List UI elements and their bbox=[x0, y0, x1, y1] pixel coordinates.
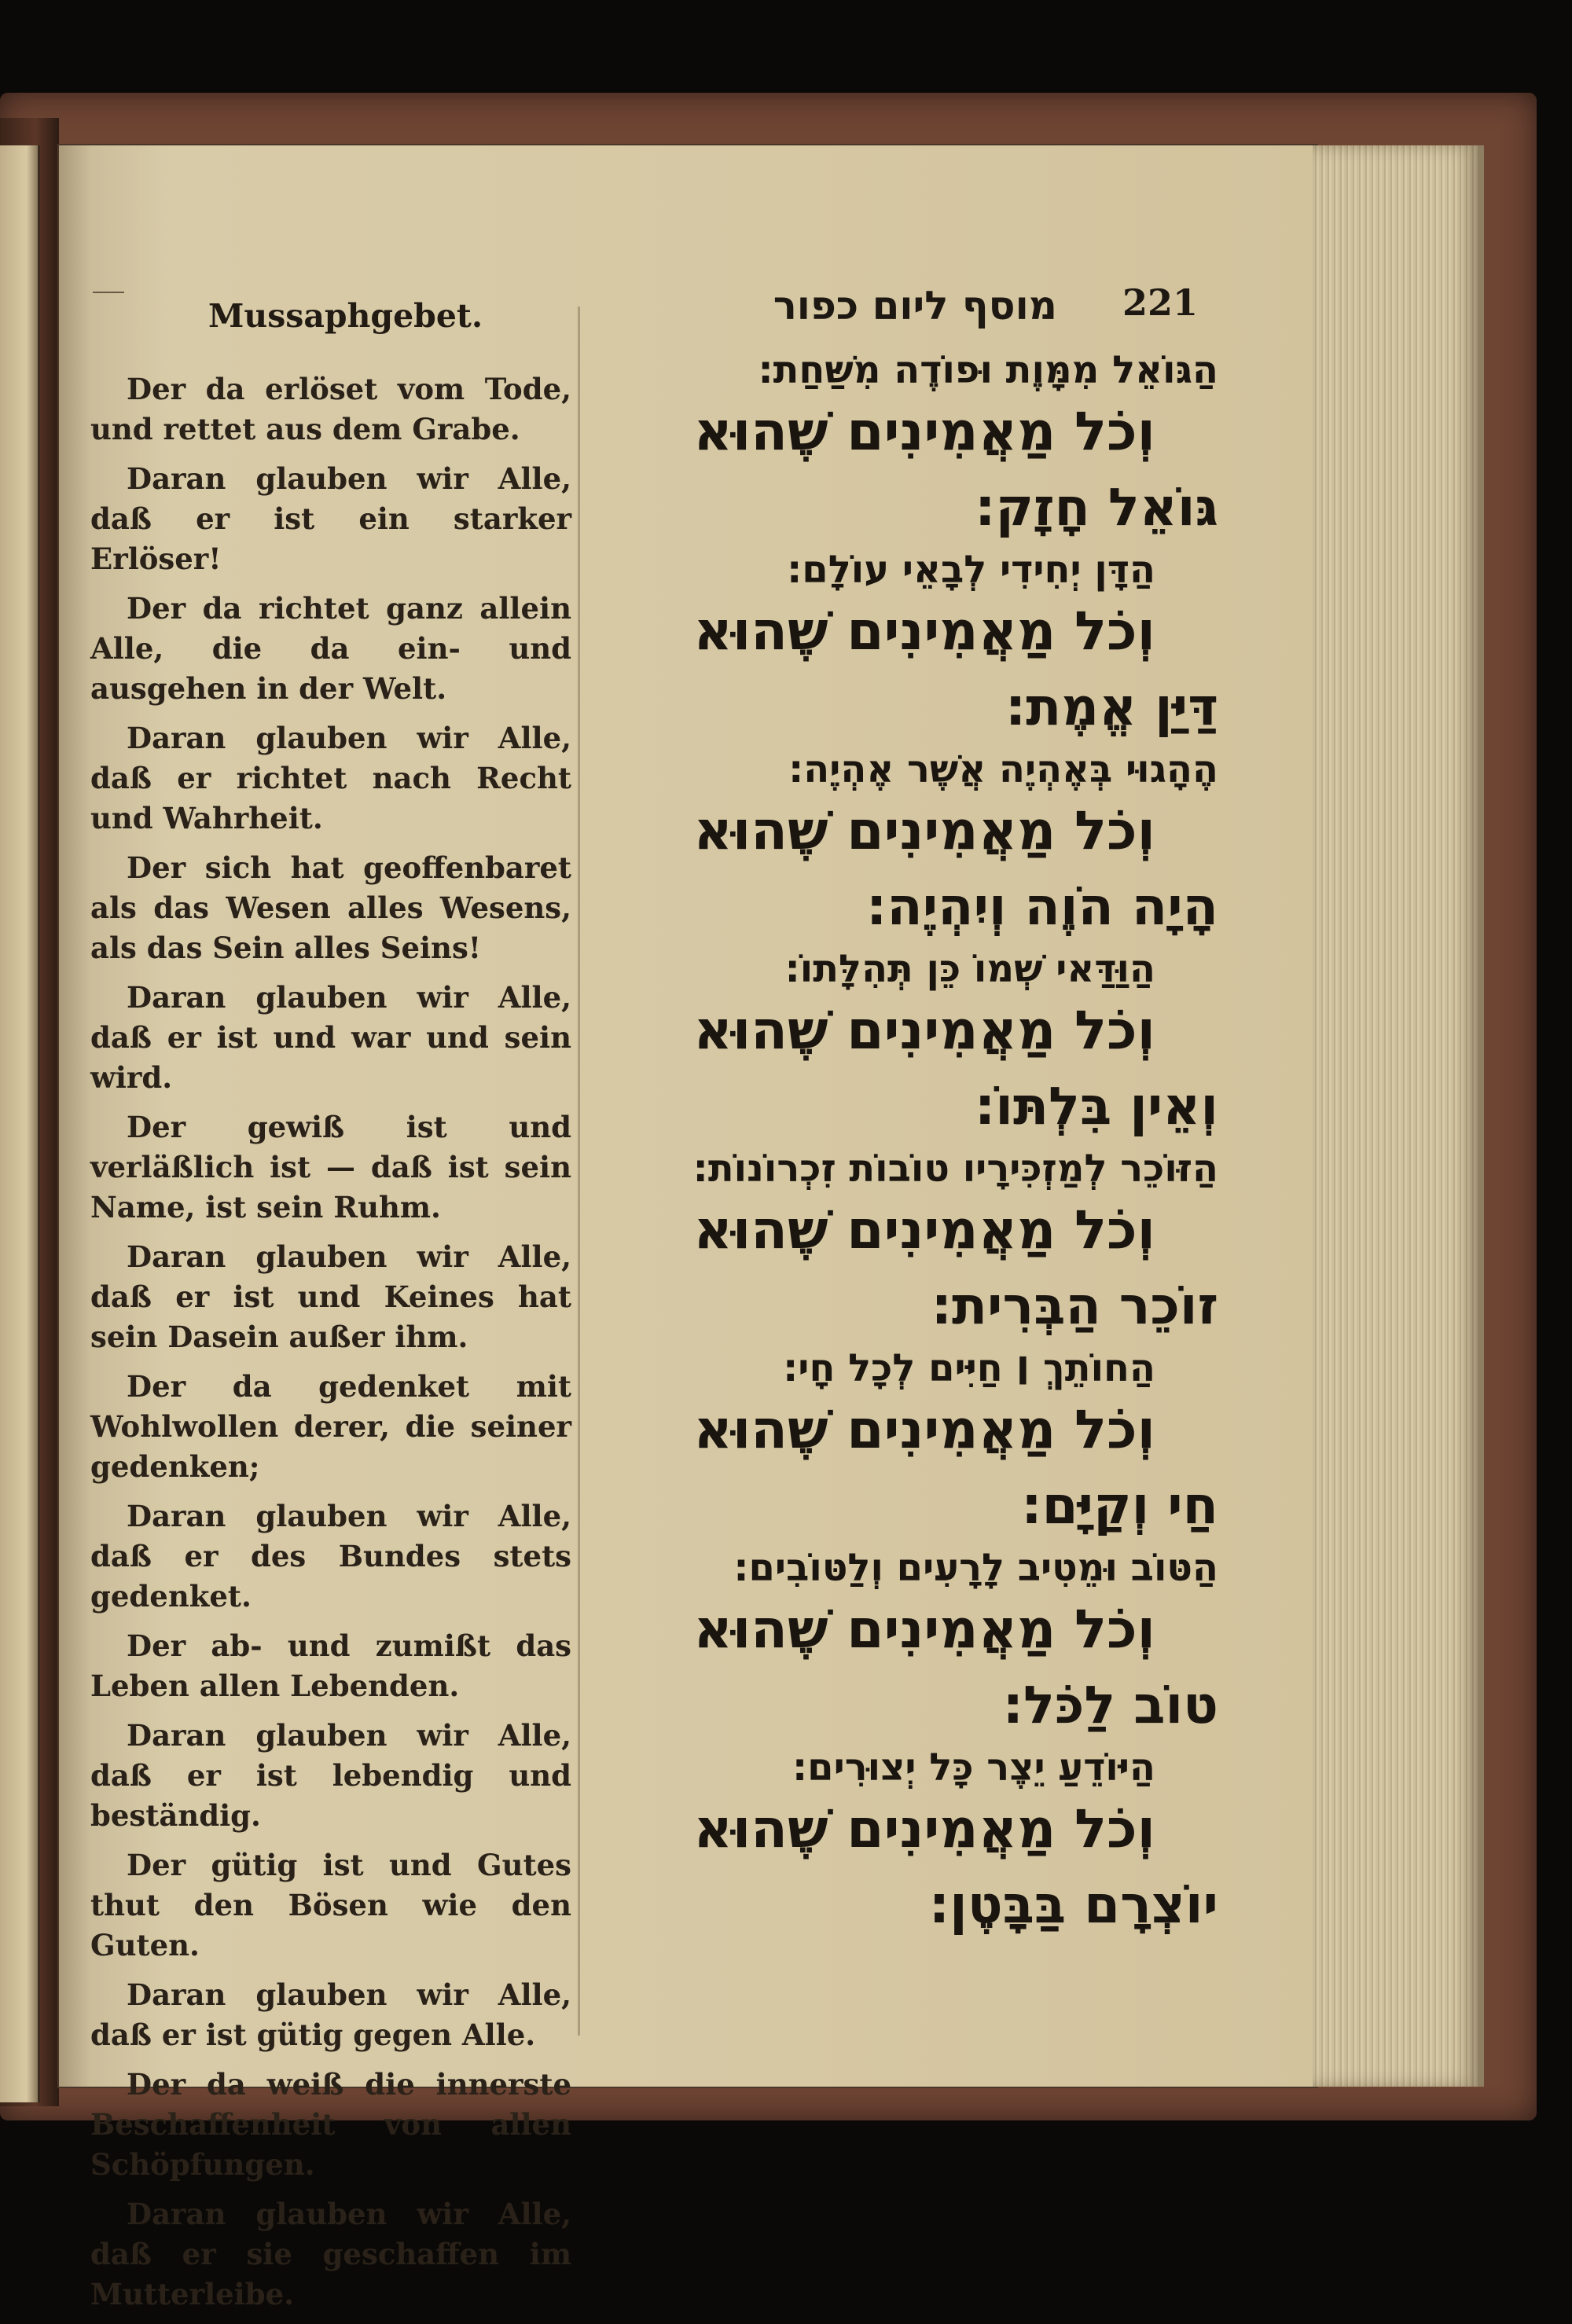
hebrew-line: הַוַּדַּאי שְׁמוֹ כֵּן תְּהִלָּתוֹ: bbox=[784, 947, 1155, 991]
page-number: 221 bbox=[1122, 281, 1199, 324]
german-paragraph: Daran glauben wir Alle, daß er des Bundes stets gedenket. bbox=[90, 1499, 571, 1614]
german-paragraph: Der gütig ist und Gutes thut den Bösen wie den Guten. bbox=[90, 1848, 571, 1962]
header-rule bbox=[93, 292, 124, 293]
hebrew-line: הֶהָגוּי בְּאֶהְיֶה אֲשֶׁר אֶהְיֶה: bbox=[788, 747, 1218, 791]
hebrew-line: וְכֹל מַאֲמִינִים שֶׁהוּא bbox=[693, 1798, 1155, 1860]
hebrew-line: הַיּוֹדֵעַ יֵצֶר כָּל יְצוּרִים: bbox=[792, 1746, 1155, 1790]
facing-page-edge bbox=[0, 145, 40, 2102]
german-paragraph: Der ab- und zumißt das Leben allen Lebenden. bbox=[90, 1628, 571, 1703]
german-paragraph: Daran glauben wir Alle, daß er sie geschaffen im Mutterleibe. bbox=[90, 2197, 571, 2311]
german-paragraph: Der gewiß ist und verläßlich ist — daß ist sein Name, ist sein Ruhm. bbox=[90, 1110, 571, 1224]
hebrew-line: וְכֹל מַאֲמִינִים שֶׁהוּא bbox=[693, 1399, 1155, 1461]
hebrew-running-header: מוסף ליום כפור bbox=[773, 283, 1057, 329]
hebrew-line: וְכֹל מַאֲמִינִים שֶׁהוּא bbox=[693, 1599, 1155, 1661]
hebrew-line: וְכֹל מַאֲמִינִים שֶׁהוּא bbox=[693, 600, 1155, 663]
german-paragraph: Der da richtet ganz allein Alle, die da ein- und ausgehen in der Welt. bbox=[90, 591, 571, 706]
hebrew-line: יוֹצְרָם בַּבָּטֶן: bbox=[928, 1874, 1218, 1935]
german-paragraph: Daran glauben wir Alle, daß er ist und Keines hat sein Dasein außer ihm. bbox=[90, 1239, 571, 1354]
hebrew-line: הַזּוֹכֵר לְמַזְכִּירָיו טוֹבוֹת זִכְרוֹנוֹת: bbox=[692, 1147, 1218, 1191]
hebrew-line: זוֹכֵר הַבְּרִית: bbox=[931, 1276, 1218, 1336]
german-paragraph: Der da erlöset vom Tode, und rettet aus dem Grabe. bbox=[90, 372, 571, 446]
hebrew-line: הָיָה הֹוֶה וְיִהְיֶה: bbox=[865, 876, 1218, 937]
german-paragraph: Daran glauben wir Alle, daß er ist gütig gegen Alle. bbox=[90, 1977, 571, 2052]
german-paragraph: Daran glauben wir Alle, daß er ist ein starker Erlöser! bbox=[90, 461, 571, 576]
german-paragraph: Daran glauben wir Alle, daß er ist lebendig und beständig. bbox=[90, 1718, 571, 1833]
hebrew-line: וְכֹל מַאֲמִינִים שֶׁהוּא bbox=[693, 800, 1155, 862]
hebrew-line: הַחוֹתֵךְ ׀ חַיִּים לְכָל חָי: bbox=[783, 1346, 1155, 1390]
hebrew-line: דַּיַּן אֱמֶת: bbox=[1005, 677, 1218, 737]
hebrew-line: גּוֹאֵל חָזָק: bbox=[975, 477, 1218, 538]
hebrew-line: טוֹב לַכֹּל: bbox=[1002, 1675, 1218, 1735]
german-translation-column bbox=[90, 369, 571, 2324]
german-paragraph: Daran glauben wir Alle, daß er ist und war und sein wird. bbox=[90, 980, 571, 1095]
column-divider bbox=[578, 307, 580, 2036]
hebrew-line: הַגּוֹאֵל מִמָּוֶת וּפוֹדֶה מִשַּׁחַת: bbox=[758, 348, 1218, 392]
hebrew-line: וְאֵין בִּלְתּוֹ: bbox=[974, 1076, 1218, 1136]
hebrew-line: וְכֹל מַאֲמִינִים שֶׁהוּא bbox=[693, 1199, 1155, 1261]
hebrew-line: הַדָּן יְחִידִי לְבָאֵי עוֹלָם: bbox=[787, 548, 1155, 592]
german-paragraph: Der da weiß die innerste Beschaffenheit von allen Schöpfungen. bbox=[90, 2067, 571, 2182]
hebrew-text-column bbox=[605, 346, 1218, 1943]
german-paragraph: Daran glauben wir Alle, daß er richtet nach Recht und Wahrheit. bbox=[90, 721, 571, 835]
german-paragraph: Der sich hat geoffenbaret als das Wesen alles Wesens, als das Sein alles Seins! bbox=[90, 850, 571, 965]
hebrew-line: חַי וְקַיָּם: bbox=[1021, 1475, 1218, 1536]
page-block-edge bbox=[1313, 145, 1484, 2087]
left-running-header: Mussaphgebet. bbox=[208, 297, 483, 335]
hebrew-line: הַטּוֹב וּמֵטִיב לָרָעִים וְלַטּוֹבִים: bbox=[733, 1546, 1218, 1590]
hebrew-line: וְכֹל מַאֲמִינִים שֶׁהוּא bbox=[693, 401, 1155, 463]
hebrew-line: וְכֹל מַאֲמִינִים שֶׁהוּא bbox=[693, 1000, 1155, 1062]
german-paragraph: Der da gedenket mit Wohlwollen derer, die seiner gedenken; bbox=[90, 1369, 571, 1484]
